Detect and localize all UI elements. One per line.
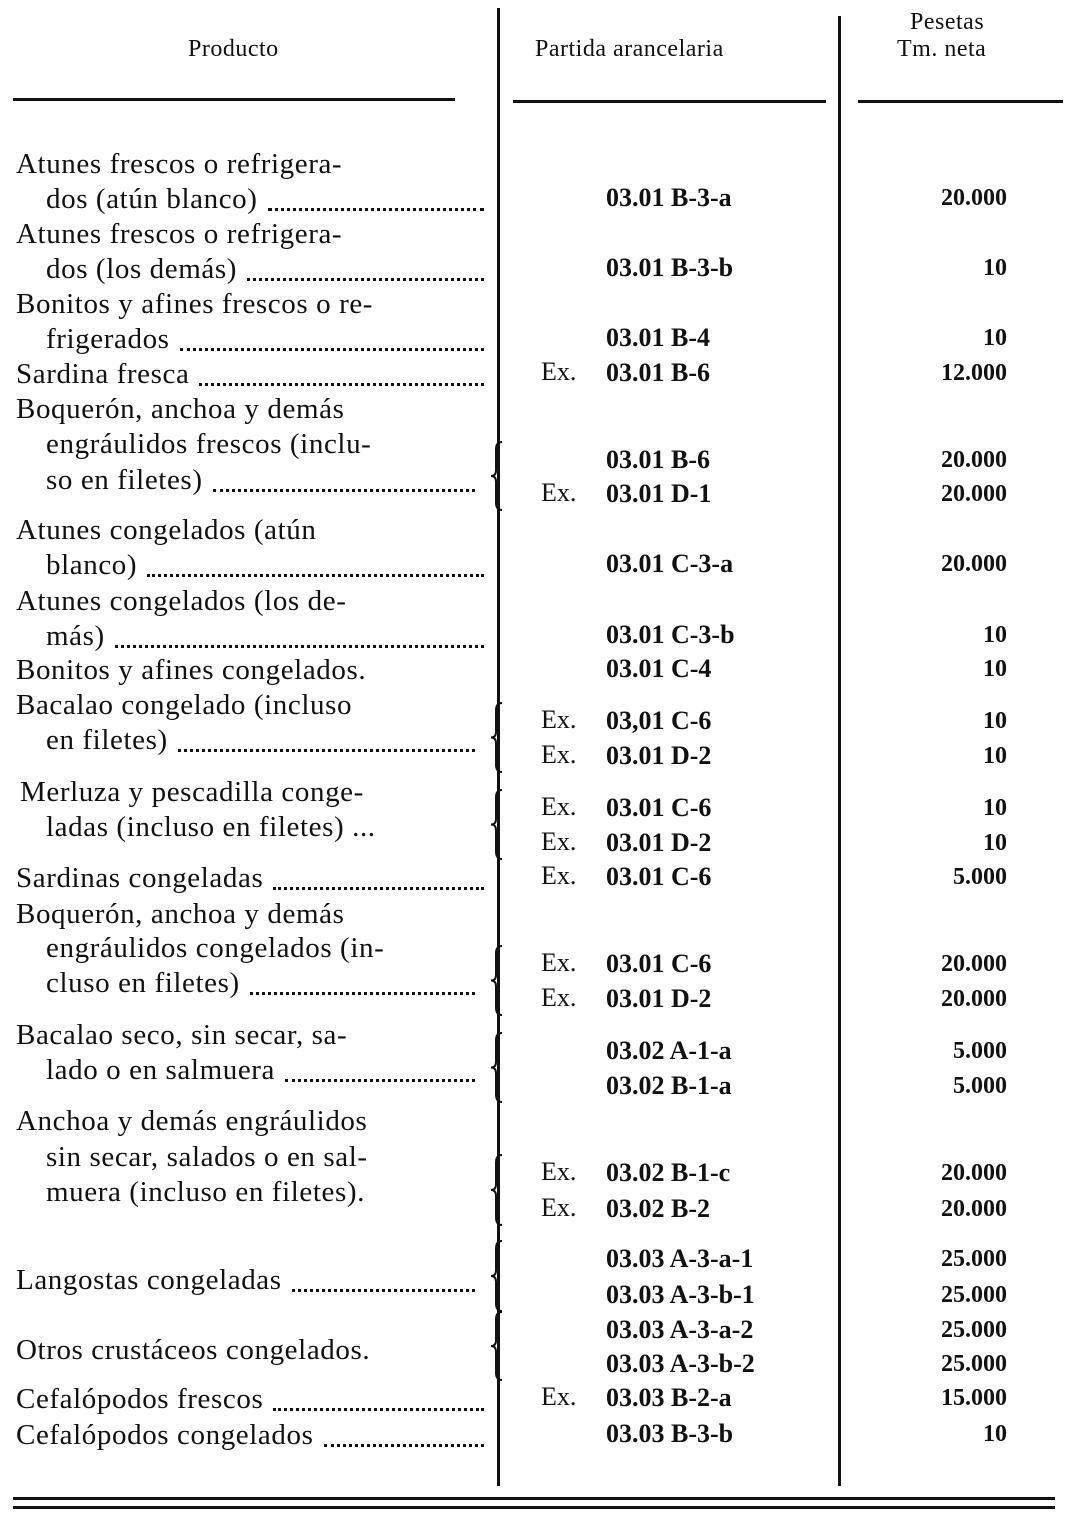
product-name-line: Boquerón, anchoa y demás xyxy=(16,393,345,425)
brace-icon xyxy=(490,789,504,860)
dot-leader xyxy=(247,278,484,281)
tariff-code: 03.01 C-6 xyxy=(606,949,712,978)
ex-prefix: Ex. xyxy=(541,357,577,386)
tariff-code: 03.01 B-4 xyxy=(606,323,710,352)
price-value: 10 xyxy=(983,743,1007,769)
dot-leader xyxy=(268,208,484,211)
ex-prefix: Ex. xyxy=(541,948,577,977)
price-value: 20.000 xyxy=(941,986,1007,1012)
price-value: 10 xyxy=(983,708,1007,734)
product-name-line: Sardina fresca xyxy=(16,358,190,390)
dot-leader xyxy=(273,1408,484,1411)
price-value: 20.000 xyxy=(941,1160,1007,1186)
tariff-code: 03.03 A-3-a-2 xyxy=(606,1315,754,1344)
brace-icon xyxy=(490,945,504,1016)
product-name-line: Cefalópodos congelados xyxy=(16,1419,314,1451)
brace-icon xyxy=(490,441,504,511)
tariff-code: 03.01 C-6 xyxy=(606,793,712,822)
product-name-line: engráulidos frescos (inclu- xyxy=(46,428,372,460)
tariff-code: 03.01 C-3-a xyxy=(606,549,734,578)
product-name-line: so en filetes) xyxy=(46,464,203,496)
tariff-code: 03.01 D-2 xyxy=(606,828,712,857)
price-value: 20.000 xyxy=(941,951,1007,977)
tariff-code: 03.01 B-6 xyxy=(606,358,710,387)
price-value: 10 xyxy=(983,1421,1007,1447)
product-name-line: Atunes frescos o refrigera- xyxy=(16,218,343,250)
brace-icon xyxy=(490,702,504,773)
tariff-code: 03.03 A-3-b-1 xyxy=(606,1280,755,1309)
product-name-line: Atunes frescos o refrigera- xyxy=(16,148,343,180)
bottom-rule-1 xyxy=(13,1497,1055,1500)
tariff-code: 03.01 D-1 xyxy=(606,479,712,508)
brace-icon xyxy=(490,1240,504,1312)
tariff-code: 03.03 B-3-b xyxy=(606,1419,734,1448)
header-rule-price xyxy=(858,100,1063,103)
product-name-line: frigerados xyxy=(46,323,170,355)
dot-leader xyxy=(250,992,475,995)
tariff-code: 03.01 C-3-b xyxy=(606,620,735,649)
product-name-line: Atunes congelados (los de- xyxy=(16,585,347,617)
tariff-code: 03.02 B-1-c xyxy=(606,1158,731,1187)
product-name-line: Anchoa y demás engráulidos xyxy=(16,1105,368,1137)
tariff-code: 03.01 C-6 xyxy=(606,862,712,891)
header-rule-product xyxy=(13,98,455,101)
price-value: 25.000 xyxy=(941,1246,1007,1272)
dot-leader xyxy=(292,1289,475,1292)
tariff-code: 03.03 A-3-a-1 xyxy=(606,1244,754,1273)
price-value: 10 xyxy=(983,795,1007,821)
tariff-code: 03.01 B-3-a xyxy=(606,183,732,212)
product-name-line: Langostas congeladas xyxy=(16,1264,282,1296)
price-value: 25.000 xyxy=(941,1282,1007,1308)
product-name-line: Cefalópodos frescos xyxy=(16,1383,264,1415)
product-name-line: Merluza y pescadilla conge- xyxy=(20,776,364,808)
product-name-line: sin secar, salados o en sal- xyxy=(46,1141,368,1173)
header-price-line1: Pesetas xyxy=(910,9,985,35)
tariff-code: 03.01 D-2 xyxy=(606,741,712,770)
ex-prefix: Ex. xyxy=(541,861,577,890)
tariff-code: 03.01 B-6 xyxy=(606,445,710,474)
product-name-line: Boquerón, anchoa y demás xyxy=(16,898,345,930)
bottom-rule-2 xyxy=(13,1506,1055,1509)
tariff-code: 03.02 B-1-a xyxy=(606,1071,732,1100)
price-value: 10 xyxy=(983,656,1007,682)
ex-prefix: Ex. xyxy=(541,740,577,769)
product-name-line: lado o en salmuera xyxy=(46,1054,276,1086)
price-value: 20.000 xyxy=(941,447,1007,473)
price-value: 10 xyxy=(983,255,1007,281)
dot-leader xyxy=(147,574,484,577)
product-name-line: blanco) xyxy=(46,549,138,581)
price-value: 10 xyxy=(983,830,1007,856)
price-value: 20.000 xyxy=(941,481,1007,507)
dot-leader xyxy=(324,1444,485,1447)
price-value: 20.000 xyxy=(941,551,1007,577)
brace-icon xyxy=(490,1032,504,1103)
brace-icon xyxy=(490,1154,504,1226)
dot-leader xyxy=(199,383,484,386)
product-name-line: Bacalao seco, sin secar, sa- xyxy=(16,1019,348,1051)
ex-prefix: Ex. xyxy=(541,827,577,856)
tariff-code: 03.01 B-3-b xyxy=(606,253,734,282)
header-tariff: Partida arancelaria xyxy=(535,36,724,62)
ex-prefix: Ex. xyxy=(541,1193,577,1222)
brace-icon xyxy=(490,1311,504,1381)
ex-prefix: Ex. xyxy=(541,792,577,821)
dot-leader xyxy=(180,348,484,351)
dot-leader xyxy=(285,1079,475,1082)
product-name-line: engráulidos congelados (in- xyxy=(46,932,385,964)
tariff-code: 03.03 A-3-b-2 xyxy=(606,1349,755,1378)
dot-leader xyxy=(213,489,475,492)
price-value: 10 xyxy=(983,622,1007,648)
product-name-line: Bacalao congelado (incluso xyxy=(16,689,353,721)
tariff-code: 03.02 A-1-a xyxy=(606,1036,732,1065)
product-name-line: en filetes) xyxy=(46,724,168,756)
ex-prefix: Ex. xyxy=(541,983,577,1012)
product-name-line: más) xyxy=(46,620,105,652)
price-value: 10 xyxy=(983,325,1007,351)
price-value: 5.000 xyxy=(953,864,1007,890)
price-value: 5.000 xyxy=(953,1038,1007,1064)
tariff-code: 03.01 D-2 xyxy=(606,984,712,1013)
product-name-line: Bonitos y afines congelados. xyxy=(16,654,367,686)
dot-leader xyxy=(178,749,475,752)
product-name-line: ladas (incluso en filetes) ... xyxy=(46,811,376,843)
product-name-line: Otros crustáceos congelados. xyxy=(16,1334,371,1366)
tariff-code: 03,01 C-6 xyxy=(606,706,712,735)
ex-prefix: Ex. xyxy=(541,705,577,734)
tariff-code: 03.01 C-4 xyxy=(606,654,712,683)
price-value: 25.000 xyxy=(941,1351,1007,1377)
price-value: 25.000 xyxy=(941,1317,1007,1343)
price-value: 20.000 xyxy=(941,185,1007,211)
dot-leader xyxy=(115,645,484,648)
header-price-line2: Tm. neta xyxy=(897,36,987,62)
price-value: 15.000 xyxy=(941,1385,1007,1411)
dot-leader xyxy=(273,887,484,890)
product-name-line: dos (los demás) xyxy=(46,253,238,285)
product-name-line: muera (incluso en filetes). xyxy=(46,1176,365,1208)
price-value: 20.000 xyxy=(941,1196,1007,1222)
price-value: 5.000 xyxy=(953,1073,1007,1099)
product-name-line: cluso en filetes) xyxy=(46,967,240,999)
tariff-code: 03.03 B-2-a xyxy=(606,1383,732,1412)
ex-prefix: Ex. xyxy=(541,478,577,507)
product-name-line: dos (atún blanco) xyxy=(46,183,258,215)
tariff-code: 03.02 B-2 xyxy=(606,1194,710,1223)
header-rule-tariff xyxy=(513,100,826,103)
product-name-line: Bonitos y afines frescos o re- xyxy=(16,288,374,320)
header-product: Producto xyxy=(188,36,279,62)
ex-prefix: Ex. xyxy=(541,1157,577,1186)
product-name-line: Sardinas congeladas xyxy=(16,862,264,894)
product-name-line: Atunes congelados (atún xyxy=(16,514,317,546)
price-value: 12.000 xyxy=(941,360,1007,386)
ex-prefix: Ex. xyxy=(541,1382,577,1411)
